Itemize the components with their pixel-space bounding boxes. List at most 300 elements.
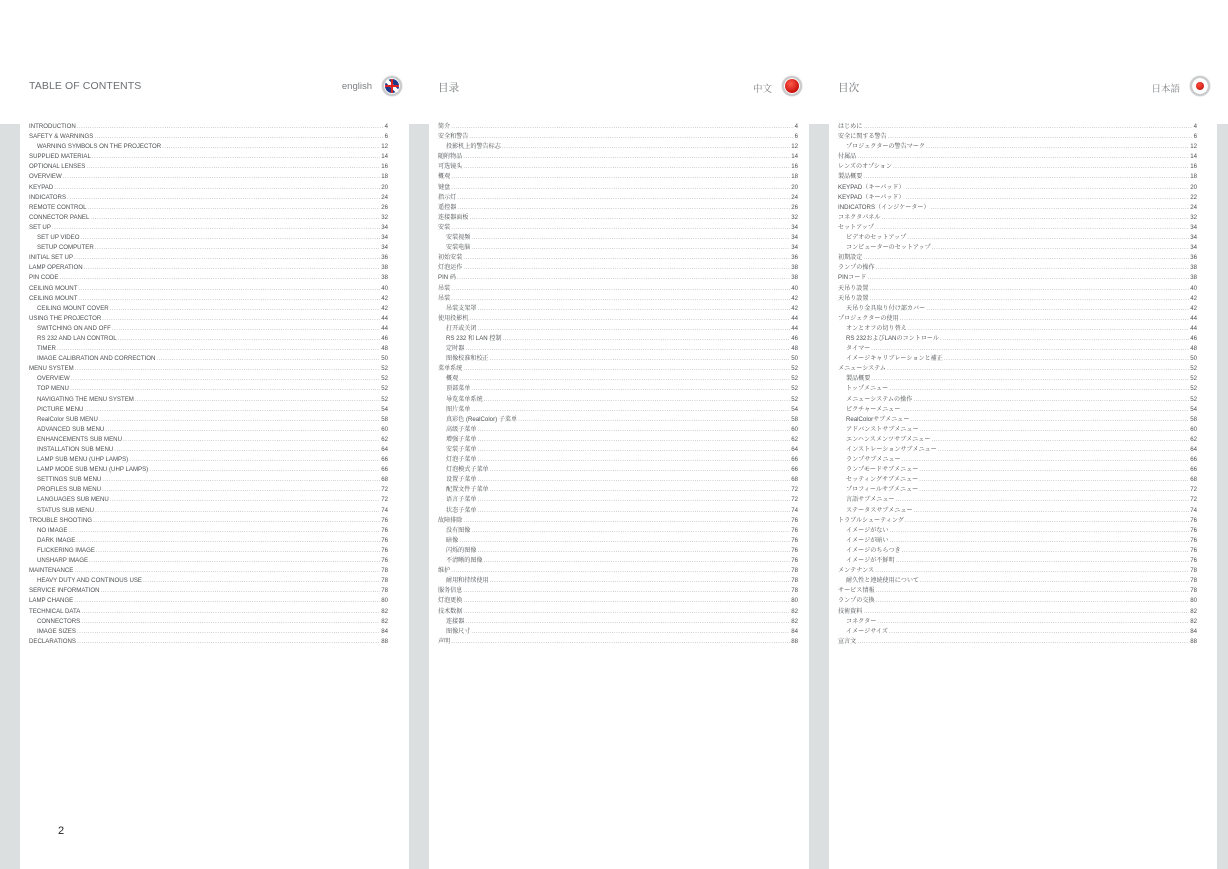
toc-entry-label: アドバンストサブメニュー	[846, 425, 919, 433]
toc-entry-label: 导览菜单系统	[446, 395, 483, 403]
toc-entry[interactable]	[838, 617, 1197, 627]
dot-leader	[88, 203, 381, 213]
toc-entry[interactable]	[29, 172, 388, 182]
toc-entry[interactable]	[438, 364, 798, 374]
toc-entry-page: 82	[791, 617, 798, 625]
toc-entry[interactable]	[838, 546, 1197, 556]
toc-entry-label: RS 232およびLANのコントロール	[846, 334, 939, 342]
toc-entry-page: 78	[1190, 577, 1197, 585]
toc-entry[interactable]	[29, 122, 388, 132]
dot-leader	[93, 516, 380, 526]
toc-entry[interactable]	[29, 415, 388, 425]
toc-entry[interactable]	[438, 465, 798, 475]
toc-entry-page: 14	[381, 153, 388, 161]
toc-entry[interactable]	[438, 263, 798, 273]
toc-entry[interactable]	[29, 586, 388, 596]
toc-entry[interactable]	[438, 566, 798, 576]
toc-entry-label: 故障排除	[438, 516, 463, 524]
toc-entry[interactable]	[438, 193, 798, 203]
toc-entry-label: PIN 码	[438, 274, 456, 282]
toc-entry-page: 44	[791, 314, 798, 322]
uk-flag-icon	[382, 76, 402, 96]
toc-entry-label: 指示灯	[438, 193, 457, 201]
toc-entry[interactable]	[838, 162, 1197, 172]
dot-leader	[902, 546, 1190, 556]
toc-entry-label: 安装子菜单	[446, 446, 477, 453]
toc-entry[interactable]	[29, 607, 388, 617]
toc-entry-page: 46	[381, 334, 388, 342]
toc-entry[interactable]	[438, 546, 798, 556]
toc-entry-page: 76	[381, 516, 388, 524]
toc-entry[interactable]	[29, 536, 388, 546]
toc-entry[interactable]	[29, 495, 388, 505]
toc-entry[interactable]	[838, 172, 1197, 182]
toc-entry[interactable]	[838, 425, 1197, 435]
toc-entry-label: レンズのオプション	[838, 163, 892, 171]
toc-entry[interactable]	[29, 152, 388, 162]
toc-entry[interactable]	[29, 617, 388, 627]
toc-entry-page: 66	[1190, 466, 1197, 474]
toc-entry[interactable]	[29, 374, 388, 384]
toc-entry[interactable]	[838, 324, 1197, 334]
toc-entry[interactable]	[29, 183, 388, 193]
toc-entry[interactable]	[438, 172, 798, 182]
toc-entry[interactable]	[438, 536, 798, 546]
toc-entry-label: 安装	[438, 223, 451, 231]
toc-entry-label: SUPPLIED MATERIAL	[29, 153, 91, 161]
toc-entry[interactable]	[29, 405, 388, 415]
dot-leader	[105, 425, 380, 435]
toc-entry[interactable]	[438, 233, 798, 243]
toc-entry-page: 26	[791, 203, 798, 211]
toc-entry-label: 製品概要	[846, 375, 871, 383]
toc-entry[interactable]	[838, 445, 1197, 455]
dot-leader	[451, 637, 790, 647]
toc-list-chinese	[438, 122, 798, 647]
toc-entry[interactable]	[438, 395, 798, 405]
toc-entry[interactable]	[29, 395, 388, 405]
toc-entry[interactable]	[438, 495, 798, 505]
toc-entry[interactable]	[438, 415, 798, 425]
toc-entry-page: 44	[791, 324, 798, 332]
toc-entry[interactable]	[838, 627, 1197, 637]
dot-leader	[484, 395, 791, 405]
dot-leader	[57, 344, 380, 354]
dot-leader	[871, 344, 1189, 354]
toc-entry[interactable]	[29, 324, 388, 334]
toc-entry-label: LAMP OPERATION	[29, 264, 83, 272]
toc-entry[interactable]	[29, 253, 388, 263]
toc-entry[interactable]	[29, 243, 388, 253]
toc-entry-label: REMOTE CONTROL	[29, 203, 87, 211]
toc-entry-label: メニューシステムの操作	[846, 395, 913, 403]
toc-entry[interactable]	[438, 223, 798, 233]
toc-entry[interactable]	[438, 445, 798, 455]
toc-entry-page: 20	[1190, 183, 1197, 191]
toc-entry[interactable]	[29, 384, 388, 394]
toc-entry[interactable]	[838, 607, 1197, 617]
toc-entry[interactable]	[438, 344, 798, 354]
toc-title: 目次	[838, 82, 860, 94]
toc-entry[interactable]	[29, 344, 388, 354]
toc-entry[interactable]	[438, 213, 798, 223]
toc-entry[interactable]	[438, 314, 798, 324]
dot-leader	[901, 405, 1189, 415]
toc-entry[interactable]	[838, 384, 1197, 394]
toc-entry-label: 状态子菜单	[446, 506, 477, 514]
toc-entry[interactable]	[838, 576, 1197, 586]
toc-entry-page: 34	[381, 244, 388, 252]
dot-leader	[463, 607, 790, 617]
toc-entry[interactable]	[838, 183, 1197, 193]
dot-leader	[52, 223, 380, 233]
toc-entry-page: 34	[1190, 244, 1197, 252]
dot-leader	[129, 455, 380, 465]
toc-entry-label: 吊装	[438, 284, 451, 292]
toc-entry[interactable]	[438, 284, 798, 294]
toc-entry[interactable]	[838, 637, 1197, 647]
toc-entry[interactable]	[838, 506, 1197, 516]
dot-leader	[889, 384, 1189, 394]
dot-leader	[77, 637, 380, 647]
dot-leader	[490, 354, 791, 364]
toc-entry-page: 52	[1190, 395, 1197, 403]
toc-entry[interactable]	[29, 637, 388, 647]
dot-leader	[477, 455, 790, 465]
dot-leader	[502, 142, 790, 152]
toc-entry-page: 60	[1190, 425, 1197, 433]
toc-entry-label: 设置子菜单	[446, 476, 477, 484]
toc-entry[interactable]	[438, 506, 798, 516]
dot-leader	[471, 243, 790, 253]
toc-entry[interactable]	[838, 596, 1197, 606]
toc-entry[interactable]	[438, 455, 798, 465]
toc-entry[interactable]	[838, 253, 1197, 263]
toc-entry[interactable]	[438, 152, 798, 162]
toc-entry-page: 4	[384, 123, 388, 130]
toc-entry[interactable]	[29, 516, 388, 526]
dot-leader	[463, 364, 790, 374]
toc-entry-label: 语言子菜单	[446, 496, 477, 504]
toc-entry[interactable]	[838, 284, 1197, 294]
dot-leader	[503, 334, 791, 344]
toc-entry-page: 72	[791, 486, 798, 494]
toc-entry[interactable]	[438, 607, 798, 617]
toc-entry[interactable]	[29, 354, 388, 364]
toc-entry-label: イメージが暗い	[846, 536, 889, 544]
toc-entry[interactable]	[29, 203, 388, 213]
toc-entry-label: RS 232 和 LAN 控制	[446, 334, 502, 342]
dot-leader	[490, 465, 791, 475]
dot-leader	[54, 183, 380, 193]
toc-entry[interactable]	[29, 314, 388, 324]
toc-entry-label: USING THE PROJECTOR	[29, 314, 102, 322]
toc-entry[interactable]	[838, 263, 1197, 273]
toc-entry[interactable]	[29, 526, 388, 536]
toc-entry[interactable]	[438, 485, 798, 495]
toc-entry[interactable]	[29, 576, 388, 586]
toc-entry[interactable]	[438, 162, 798, 172]
toc-entry-page: 42	[1190, 304, 1197, 312]
toc-entry[interactable]	[438, 617, 798, 627]
dot-leader	[477, 495, 790, 505]
toc-entry[interactable]	[838, 415, 1197, 425]
toc-entry-page: 12	[1190, 143, 1197, 151]
toc-entry[interactable]	[838, 193, 1197, 203]
toc-entry-label: KEYPAD	[29, 183, 54, 191]
toc-entry[interactable]	[438, 516, 798, 526]
toc-entry[interactable]	[838, 566, 1197, 576]
dot-leader	[906, 183, 1190, 193]
toc-entry[interactable]	[438, 374, 798, 384]
toc-entry[interactable]	[29, 263, 388, 273]
toc-header-english	[29, 76, 402, 100]
toc-entry[interactable]	[29, 465, 388, 475]
toc-entry[interactable]	[438, 637, 798, 647]
toc-entry-page: 84	[381, 627, 388, 635]
toc-entry[interactable]	[438, 243, 798, 253]
toc-entry[interactable]	[438, 334, 798, 344]
toc-entry[interactable]	[838, 304, 1197, 314]
toc-entry[interactable]	[838, 435, 1197, 445]
toc-entry[interactable]	[29, 475, 388, 485]
toc-entry[interactable]	[438, 294, 798, 304]
dot-leader	[102, 314, 380, 324]
toc-entry[interactable]	[838, 122, 1197, 132]
toc-entry[interactable]	[438, 556, 798, 566]
toc-entry[interactable]	[838, 243, 1197, 253]
dot-leader	[77, 122, 384, 132]
toc-entry-page: 36	[381, 254, 388, 262]
toc-entry-label: エンハンスメンツサブメニュー	[846, 435, 931, 443]
toc-entry-page: 58	[1190, 415, 1197, 423]
toc-entry-page: 38	[381, 274, 388, 282]
toc-entry-label: TECHNICAL DATA	[29, 607, 81, 615]
toc-entry[interactable]	[838, 516, 1197, 526]
toc-entry[interactable]	[29, 223, 388, 233]
dot-leader	[96, 546, 380, 556]
toc-entry[interactable]	[438, 203, 798, 213]
dot-leader	[926, 304, 1189, 314]
toc-entry-label: TROUBLE SHOOTING	[29, 516, 92, 524]
toc-entry-page: 16	[791, 163, 798, 171]
toc-entry[interactable]	[438, 354, 798, 364]
toc-entry[interactable]	[838, 556, 1197, 566]
toc-entry[interactable]	[838, 344, 1197, 354]
toc-entry-label: 遥控器	[438, 203, 457, 211]
toc-entry[interactable]	[29, 233, 388, 243]
toc-entry-page: 72	[381, 496, 388, 504]
toc-entry[interactable]	[438, 183, 798, 193]
toc-entry[interactable]	[29, 284, 388, 294]
toc-entry[interactable]	[838, 536, 1197, 546]
toc-entry[interactable]	[438, 405, 798, 415]
toc-title: TABLE OF CONTENTS	[29, 80, 142, 92]
toc-entry-page: 48	[1190, 345, 1197, 353]
toc-entry-page: 52	[381, 365, 388, 373]
toc-entry[interactable]	[438, 384, 798, 394]
toc-entry[interactable]	[838, 374, 1197, 384]
toc-entry[interactable]	[29, 435, 388, 445]
toc-entry[interactable]	[438, 576, 798, 586]
toc-entry[interactable]	[29, 455, 388, 465]
toc-entry[interactable]	[838, 233, 1197, 243]
toc-entry[interactable]	[29, 334, 388, 344]
toc-entry-page: 26	[381, 203, 388, 211]
toc-entry-page: 82	[791, 607, 798, 615]
toc-entry[interactable]	[838, 223, 1197, 233]
toc-title: 目录	[438, 82, 460, 94]
toc-entry[interactable]	[29, 304, 388, 314]
toc-entry[interactable]	[29, 506, 388, 516]
toc-entry[interactable]	[29, 596, 388, 606]
toc-entry[interactable]	[438, 596, 798, 606]
toc-entry[interactable]	[838, 495, 1197, 505]
toc-entry[interactable]	[438, 435, 798, 445]
dot-leader	[77, 627, 380, 637]
toc-entry-page: 32	[791, 213, 798, 221]
toc-entry[interactable]	[838, 586, 1197, 596]
toc-entry-label: プロジェクターの使用	[838, 314, 899, 322]
toc-entry-page: 76	[791, 516, 798, 524]
toc-entry[interactable]	[29, 273, 388, 283]
toc-entry-label: KEYPAD（キーパッド）	[838, 193, 905, 201]
toc-header-chinese	[438, 76, 802, 100]
toc-entry[interactable]	[838, 364, 1197, 374]
dot-leader	[463, 162, 790, 172]
toc-entry-page: 76	[381, 536, 388, 544]
toc-entry-label: オンとオフの切り替え	[846, 324, 907, 332]
toc-entry-label: LANGUAGES SUB MENU	[37, 496, 109, 504]
toc-entry-page: 22	[1190, 193, 1197, 201]
toc-entry[interactable]	[838, 334, 1197, 344]
page-gutter-mid-right	[809, 124, 829, 869]
toc-entry[interactable]	[29, 142, 388, 152]
toc-entry[interactable]	[838, 395, 1197, 405]
toc-entry[interactable]	[438, 142, 798, 152]
toc-entry-page: 52	[1190, 375, 1197, 383]
toc-entry[interactable]	[29, 556, 388, 566]
toc-entry-label: 配置文件子菜单	[446, 486, 489, 494]
toc-entry[interactable]	[438, 324, 798, 334]
toc-entry[interactable]	[29, 294, 388, 304]
toc-entry[interactable]	[838, 314, 1197, 324]
toc-entry[interactable]	[29, 546, 388, 556]
dot-leader	[896, 556, 1190, 566]
dot-leader	[893, 162, 1189, 172]
toc-entry[interactable]	[838, 405, 1197, 415]
dot-leader	[471, 384, 790, 394]
toc-entry[interactable]	[438, 425, 798, 435]
toc-entry[interactable]	[29, 425, 388, 435]
toc-entry-page: 18	[1190, 173, 1197, 181]
toc-entry-label: SETTINGS SUB MENU	[37, 476, 102, 484]
toc-entry[interactable]	[438, 586, 798, 596]
dot-leader	[80, 233, 380, 243]
dot-leader	[156, 354, 380, 364]
dot-leader	[78, 294, 380, 304]
toc-entry-label: 天吊り設置	[838, 294, 869, 302]
toc-entry[interactable]	[838, 354, 1197, 364]
toc-entry-label: ランプサブメニュー	[846, 456, 901, 464]
toc-entry[interactable]	[838, 142, 1197, 152]
toc-entry[interactable]	[29, 162, 388, 172]
dot-leader	[477, 475, 790, 485]
dot-leader	[888, 132, 1193, 142]
dot-leader	[457, 203, 790, 213]
dot-leader	[920, 576, 1189, 586]
toc-entry-label: LAMP SUB MENU (UHP LAMPS)	[37, 456, 129, 464]
toc-entry[interactable]	[838, 213, 1197, 223]
toc-entry[interactable]	[838, 485, 1197, 495]
dot-leader	[451, 122, 793, 132]
toc-entry[interactable]	[838, 475, 1197, 485]
toc-entry[interactable]	[838, 132, 1197, 142]
dot-leader	[913, 395, 1189, 405]
toc-entry-label: 没有图像	[446, 526, 471, 534]
toc-entry[interactable]	[29, 213, 388, 223]
dot-leader	[477, 304, 790, 314]
toc-entry[interactable]	[438, 132, 798, 142]
toc-entry-label: WARNING SYMBOLS ON THE PROJECTOR	[37, 143, 162, 151]
toc-entry-page: 38	[1190, 264, 1197, 272]
toc-entry[interactable]	[838, 526, 1197, 536]
toc-entry-label: PICTURE MENU	[37, 405, 84, 413]
page-number: 2	[58, 825, 65, 837]
dot-leader	[95, 243, 380, 253]
toc-entry-page: 80	[791, 597, 798, 605]
toc-entry[interactable]	[29, 364, 388, 374]
toc-entry-label: 随附物品	[438, 153, 463, 161]
toc-entry[interactable]	[438, 627, 798, 637]
dot-leader	[900, 314, 1190, 324]
toc-entry[interactable]	[438, 122, 798, 132]
toc-entry-label: 不清晰的图像	[446, 557, 483, 565]
toc-entry[interactable]	[29, 566, 388, 576]
toc-entry-page: 40	[791, 284, 798, 292]
dot-leader	[896, 495, 1190, 505]
toc-entry-label: SETUP COMPUTER	[37, 244, 94, 252]
toc-entry[interactable]	[438, 273, 798, 283]
toc-entry[interactable]	[438, 526, 798, 536]
toc-entry[interactable]	[29, 193, 388, 203]
toc-entry[interactable]	[838, 273, 1197, 283]
toc-entry[interactable]	[838, 294, 1197, 304]
toc-entry-page: 44	[1190, 314, 1197, 322]
toc-entry[interactable]	[438, 304, 798, 314]
toc-entry-label: 闪烁的图像	[446, 546, 477, 554]
toc-entry[interactable]	[838, 455, 1197, 465]
toc-entry-label: 真彩色 (RealColor) 子菜单	[446, 415, 518, 423]
dot-leader	[457, 193, 790, 203]
toc-entry[interactable]	[29, 132, 388, 142]
dot-leader	[919, 465, 1189, 475]
toc-entry[interactable]	[438, 253, 798, 263]
toc-entry[interactable]	[29, 445, 388, 455]
toc-entry-label: CONNECTOR PANEL	[29, 213, 90, 221]
toc-entry[interactable]	[838, 465, 1197, 475]
toc-entry-label: ランプの交換	[838, 597, 875, 605]
dot-leader	[70, 384, 380, 394]
toc-entry[interactable]	[29, 485, 388, 495]
toc-entry[interactable]	[29, 627, 388, 637]
toc-entry-label: はじめに	[838, 123, 863, 130]
toc-entry[interactable]	[438, 475, 798, 485]
toc-entry[interactable]	[838, 203, 1197, 213]
toc-entry-page: 42	[1190, 294, 1197, 302]
dot-leader	[143, 576, 380, 586]
toc-entry[interactable]	[838, 152, 1197, 162]
